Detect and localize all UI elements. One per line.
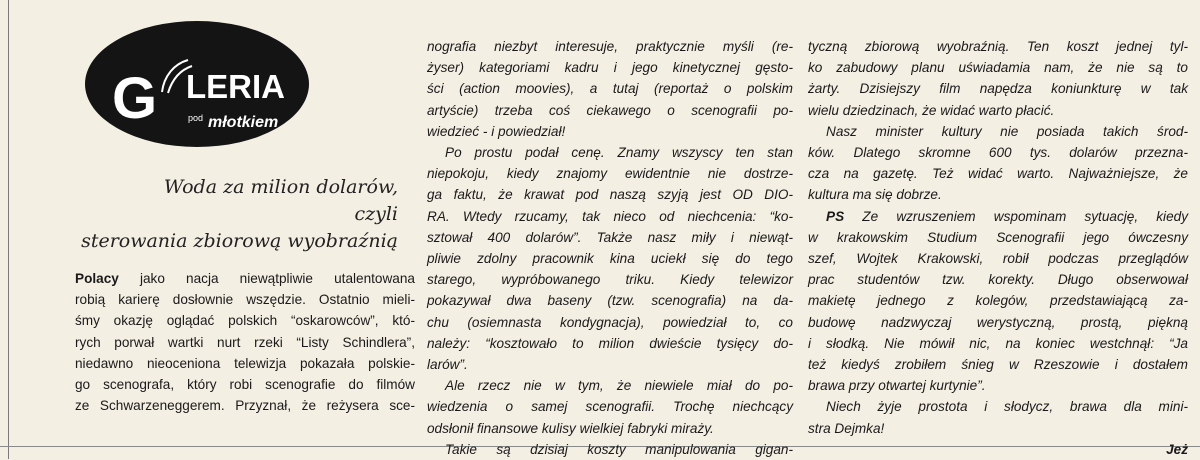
text-span: Ze wzruszeniem wspominam sytuację, kiedy bbox=[844, 208, 1188, 224]
text-line: pokazywał dwa baseny (tzw. scenografia) na da- bbox=[427, 293, 793, 309]
text-line: Ale rzecz nie w tym, że niewiele miał do po- bbox=[445, 378, 793, 394]
paragraph bbox=[427, 439, 793, 460]
text-line: rych porwał wartki nurt rzeki “Listy Schindlera”, bbox=[75, 334, 415, 350]
text-line: nografia niezbyt interesuje, praktycznie myśli (re- bbox=[427, 39, 793, 54]
text-line: tyczną zbiorową wyobraźnią. Ten koszt jednej tyl- bbox=[808, 39, 1188, 54]
text-line: ków. Dlatego skromne 600 tys. dolarów przezna- bbox=[808, 145, 1188, 161]
text-column-3 bbox=[808, 36, 1188, 460]
text-line: robią karierę dosłownie wszędzie. Ostatnio mieli- bbox=[75, 292, 415, 308]
text-line: i słodką. Nie mówił nic, na koniec westchnął: “Ja bbox=[808, 335, 1188, 351]
text-line bbox=[75, 268, 415, 289]
text-line: szef, Wojtek Krakowski, robił podczas przeglądów bbox=[808, 251, 1188, 267]
text-line: stra Dejmka! bbox=[808, 420, 885, 436]
text-line: wiedzenia o samej scenografii. Trochę niechcący bbox=[427, 399, 793, 415]
text-line: Nasz minister kultury nie posiada takich środ- bbox=[826, 123, 1188, 139]
text-span: jako nacja niewątpliwie utalentowana bbox=[118, 271, 415, 286]
paragraph bbox=[808, 396, 1188, 438]
paragraph bbox=[427, 375, 793, 439]
article-title bbox=[80, 174, 398, 255]
text-line: niepokoju, kiedy znajomy ewidentnie nie dostrze- bbox=[427, 166, 793, 182]
text-line: RA. Wtedy rzucamy, tak nieco od niechcenia: “ko- bbox=[427, 208, 793, 224]
text-line: kultura ma się dobrze. bbox=[808, 187, 942, 203]
text-line: w krakowskim Studium Scenografii jego ówczesny bbox=[808, 229, 1188, 245]
author-signature: Jeż bbox=[1166, 441, 1188, 457]
text-line: budowę nadzwyczaj werystyczną, prostą, piękną bbox=[808, 314, 1188, 330]
text-line: sztował 400 dolarów”. Także nasz miły i niewąt- bbox=[427, 229, 793, 245]
paragraph bbox=[75, 268, 415, 416]
paragraph bbox=[808, 36, 1188, 121]
ps-label: PS bbox=[826, 208, 845, 224]
text-line: niedawno nieoceniona telewizja pokazała polskie- bbox=[75, 355, 415, 371]
text-line bbox=[808, 206, 1188, 227]
text-line: starego, wypróbowanego triku. Kiedy telewizor bbox=[427, 272, 793, 288]
text-line: odsłonił finansowe kulisy wielkiej fabryki miraży. bbox=[427, 420, 714, 436]
text-line: wielu dziedzinach, że widać warto płacić. bbox=[808, 102, 1055, 118]
text-line: pliwie zdolny pracownik kina uciekł się do tego bbox=[427, 251, 793, 267]
text-line: też kiedyś zrobiłem śnieg w Rzeszowie i dostałem bbox=[808, 357, 1188, 373]
text-column-1 bbox=[75, 268, 415, 416]
text-line: Takie są dzisiaj koszty manipulowania gigan- bbox=[445, 441, 793, 457]
text-line: ze Schwarzeneggerem. Przyznał, że reżysera sce- bbox=[75, 398, 415, 414]
text-line: żyser) kategoriami kadru i jego kinetycznej gęsto- bbox=[427, 60, 793, 76]
text-line: należy: “kosztowało to milion dwieście tysięcy do- bbox=[427, 335, 793, 351]
text-line: go scenografa, który robi scenografie do filmów bbox=[75, 377, 415, 393]
text-line: cza na gazetę. Też widać warto. Najważniejsze, że bbox=[808, 166, 1188, 182]
logo-word: LERIA bbox=[186, 68, 285, 105]
text-line: artyście) trzeba coś ciekawego o scenografii po- bbox=[427, 102, 793, 118]
text-line: ści (action moovies), a tutaj (reportaż o polskim bbox=[427, 81, 793, 97]
text-line: Po prostu podał cenę. Znamy wszyscy ten stan bbox=[445, 145, 793, 161]
paragraph bbox=[808, 121, 1188, 206]
text-line: żarty. Dzisiejszy film napędza koniunkturę w tak bbox=[808, 81, 1188, 97]
title-line-2: czyli bbox=[354, 203, 398, 225]
logo-letter-g: G bbox=[112, 66, 158, 131]
paragraph bbox=[427, 142, 793, 375]
text-line: makietę jednego z kolegów, przedstawiającą za- bbox=[808, 293, 1188, 309]
title-line-1: Woda za milion dolarów, bbox=[163, 176, 398, 198]
lead-word: Polacy bbox=[75, 271, 119, 286]
text-line: chu (osiemnasta kondygnacja), powiedział to, co bbox=[427, 314, 793, 330]
text-line: śmy okazję oglądać polskich “oskarowców”, któ- bbox=[75, 313, 415, 329]
text-line: larów”. bbox=[427, 357, 468, 373]
left-column-rule bbox=[8, 0, 9, 459]
paragraph bbox=[427, 36, 793, 142]
text-line: brawa przy otwartej kurtynie”. bbox=[808, 378, 986, 394]
text-line: wiedzieć - i powiedział! bbox=[427, 123, 566, 139]
text-line: prac studentów tzw. korekty. Długo obserwował bbox=[808, 272, 1188, 288]
text-line: ga faktu, że krawat pod naszą szyją jest OD DIO- bbox=[427, 187, 793, 203]
logo-small-word: pod bbox=[188, 113, 204, 123]
text-line: ko zabudowy planu uświadamia nam, że nie są to bbox=[808, 60, 1188, 76]
text-column-2 bbox=[427, 36, 793, 460]
title-line-3: sterowania zbiorową wyobraźnią bbox=[81, 230, 398, 252]
logo-subtitle: młotkiem bbox=[208, 114, 279, 131]
paragraph bbox=[808, 206, 1188, 397]
text-line: Niech żyje prostota i słodycz, brawa dla mini- bbox=[826, 399, 1188, 415]
galeria-pod-mlotkiem-logo bbox=[82, 18, 312, 154]
